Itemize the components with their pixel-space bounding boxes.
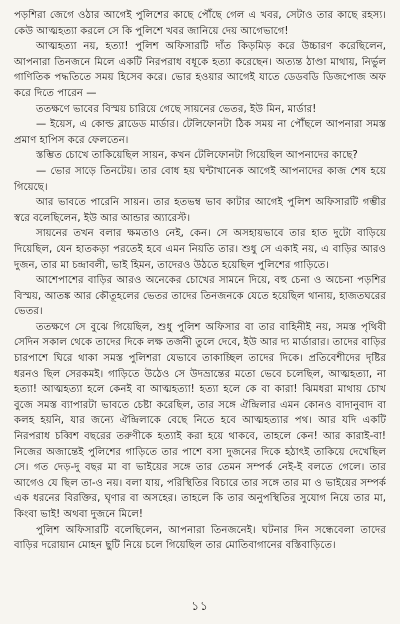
paragraph: ততক্ষণে সে বুঝে গিয়েছিল, শুধু পুলিশ অফিসার বা তার বাহিনীই নয়, সমস্ত পৃথিবী সেদিন সকাল থেকে তাদের দিকে লক্ষ তর্জনী তুলে দেবে, ইউ আর দ্য মার্ডারার। তাদের বাড়ির চারপাশে ঘিরে থাকা সমস্ত পুলিশরা যেভাবে তাকাচ্ছিল তাদের দিকে। প্রতিবেশীদের দৃষ্টির ধরনও ছিল সেরকমই। গাড়িতে উঠেও সে উদভ্রান্তের মতো ভেবে চলেছিল, আত্মহত্যা, না হত্যা! আত্মহত্যা হলে কেনই বা আত্মহত্যা! হত্যা হলে কে বা কারা! ঝিমধরা মাথায় চোখ বুজে সমস্ত ব্যাপারটা ভাবতে চেষ্টা করেছিল, তার সঙ্গে ঐন্দ্রিলার এমন কোনও বাদানুবাদ বা কলহ হয়নি, যার জন্যে ঐন্দ্রিলাকে বেছে নিতে হবে আত্মহত্যার পথ। আর যদি একটি নিরপরাধ চব্বিশ বছরের তরুণীকে হত্যাই করা হয়ে থাকবে, তাহলে কেন! আর কারাই-বা! নিজের অজান্তেই পুলিশের গাড়িতে তার পাশে বসা দুজনের দিকে হঠাৎই তাকিয়ে দেখেছিল সে। গত দেড়-দু বছর মা বা ভাইয়ের সঙ্গে তার তেমন সম্পর্ক নেই-ই বলতে গেলে। তার আগেও যে ছিল তা-ও নয়। বলা যায়, পরিস্থিতির বিচারে তার সঙ্গে তার মা ও ভাইয়ের সম্পর্ক এক ধরনের বিরক্তির, ঘৃণার বা অসহের। তাহলে কি তার অনুপস্থিতির সুযোগ নিয়ে তার মা, কিংবা ভাই! অথবা দুজনে মিলে! [14,321,386,520]
body-text [14,8,386,554]
paragraph: আত্মহত্যা নয়, হত্যা! পুলিশ অফিসারটি দাঁত কিড়মিড় করে উচ্চারণ করেছিলেন, আপনারা তিনজনে মিলে একটি নিরপরাধ বধূকে হত্যা করেছেন। অত্যন্ত ঠাণ্ডা মাথায়, নির্ভুল গাণিতিক পদ্ধতিতে সময় হিসেব করে। ভোর হওয়ার আগেই যাতে ডেডবডি ডিজপোজ অফ করে দিতে পারেন — [14,41,386,99]
page-number: ১১ [191,599,209,613]
paragraph: আশেপাশের বাড়ির আরও অনেকের চোখের সামনে দিয়ে, বহু চেনা ও অচেনা পড়শির বিস্ময়, আতঙ্ক আর কৌতূহলের ভেতর তাদের তিনজনকে যেতে হয়েছিল থানায়, হাজতঘরের ভেতর। [14,275,386,318]
paragraph: ততক্ষণে ভাবের বিস্ময় চারিয়ে গেছে সায়নের ভেতর, ইউ মিন, মার্ডার! [36,103,317,115]
paragraph: — ভোর সাড়ে তিনটেয়। তার বোধ হয় ঘন্টাখানেক আগেই আপনাদের কাজ শেষ হয়ে গিয়েছে। [14,165,386,193]
paragraph: স্তম্ভিত চোখে তাকিয়েছিল সায়ন, কখন টেলিফোনটা গিয়েছিল আপনাদের কাছে? [36,150,358,162]
paragraph: পড়শিরা জেগে ওঠার আগেই পুলিশের কাছে পৌঁছে গেল এ খবর, সেটাও তার কাছে রহস্য। কেউ আত্মহত্যা করলে সে কি পুলিশে খবর জানিয়ে দেয় আগেভাগে! [14,10,386,37]
paragraph: পুলিশ অফিসারটি বলেছিলেন, আপনারা তিনজনেই। ঘটনার দিন সন্ধেবেলা তাদের বাড়ির দরোয়ান মোহন ছুটি নিয়ে চলে গিয়েছিল তার মোতিবাগানের বস্তিবাড়িতে। [14,524,386,552]
paragraph: আর ভাবতে পারেনি সায়ন। তার হতভম্ব ভাব কাটার আগেই পুলিশ অফিসারটি গম্ভীর স্বরে বলেছিলেন, ইউ আর আন্ডার অ্যারেস্ট। [14,197,386,224]
paragraph: সায়নের তখন বলার ক্ষমতাও নেই, কেন। সে অসহায়ভাবে তার হাত দুটো বাড়িয়ে দিয়েছিল, যেন হাতকড়া পরতেই হবে এমন নিয়তি তার। শুধু সে একাই নয়, এ বাড়ির আরও দুজন, তার মা চন্দ্রাবলী, ভাই হিমন, তাদেরও উঠতে হয়েছিল পুলিশের গাড়িতে। [14,228,386,271]
paragraph: — ইয়েস, এ কোল্ড ব্লাডেড মার্ডার। টেলিফোনটা ঠিক সময় না পৌঁছলে আপনারা সমস্ত প্রমাণ হাপিস করে ফেলতেন। [14,119,386,146]
